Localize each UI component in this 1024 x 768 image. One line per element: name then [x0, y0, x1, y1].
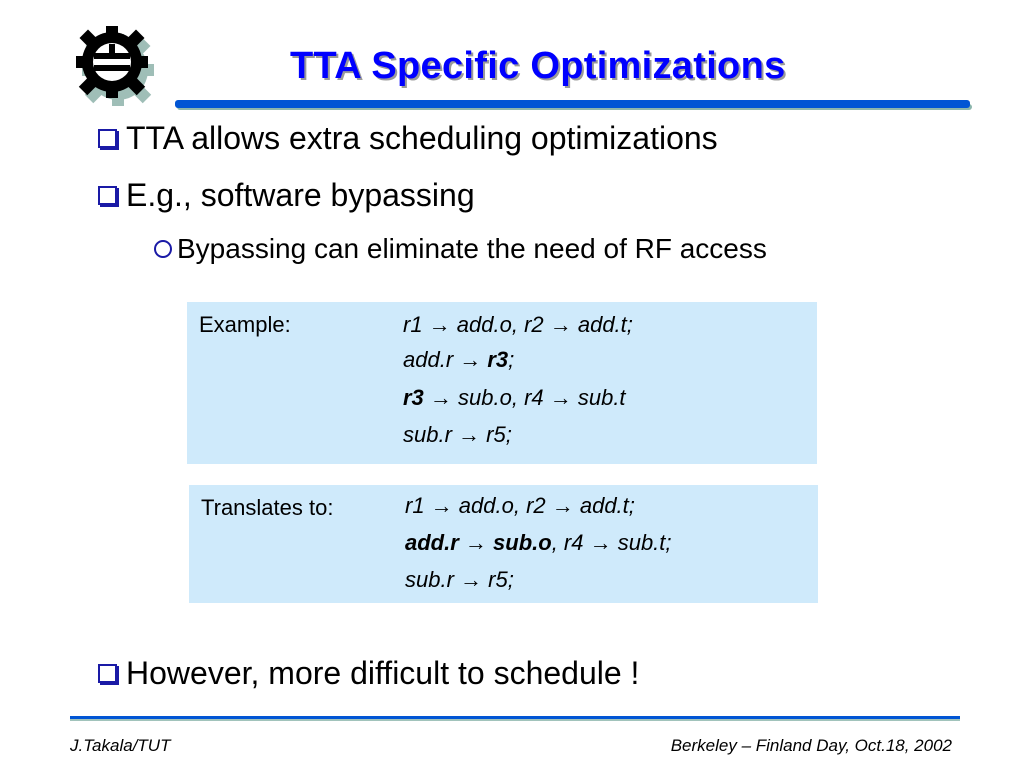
code-line: r1 → add.o, r2 → add.t;	[405, 493, 635, 518]
slide-title: TTA Specific Optimizations	[290, 45, 786, 87]
footer-event: Berkeley – Finland Day, Oct.18, 2002	[670, 736, 952, 755]
footer-rule-shadow	[70, 719, 960, 721]
code-line: add.r → sub.o, r4 → sub.t;	[405, 530, 672, 555]
code-line: sub.r → r5;	[405, 567, 514, 592]
bullet-item	[98, 655, 639, 692]
example-box	[187, 302, 817, 464]
bullet-item	[98, 177, 475, 214]
code-line: r1 → add.o, r2 → add.t;	[403, 312, 633, 337]
code-line: sub.r → r5;	[403, 422, 512, 447]
example-label: Example:	[199, 312, 291, 337]
code-line: r3 → sub.o, r4 → sub.t	[403, 385, 626, 410]
square-bullet-icon	[98, 664, 117, 683]
footer-author: J.Takala/TUT	[70, 736, 171, 755]
gear-emblem-icon	[70, 22, 170, 114]
translation-label: Translates to:	[201, 495, 334, 520]
square-bullet-icon	[98, 186, 117, 205]
circle-bullet-icon	[154, 240, 172, 258]
title-rule	[175, 100, 970, 108]
sub-bullet-text: Bypassing can eliminate the need of RF access	[177, 233, 767, 264]
square-bullet-icon	[98, 129, 117, 148]
sub-bullet-item	[154, 233, 767, 265]
code-line: add.r → r3;	[403, 347, 515, 372]
bullet-text: E.g., software bypassing	[126, 177, 475, 213]
footer-rule	[70, 716, 960, 719]
bullet-text: TTA allows extra scheduling optimizations	[126, 120, 718, 156]
translation-box	[189, 485, 818, 603]
bullet-text: However, more difficult to schedule !	[126, 655, 640, 691]
bullet-item	[98, 120, 718, 157]
